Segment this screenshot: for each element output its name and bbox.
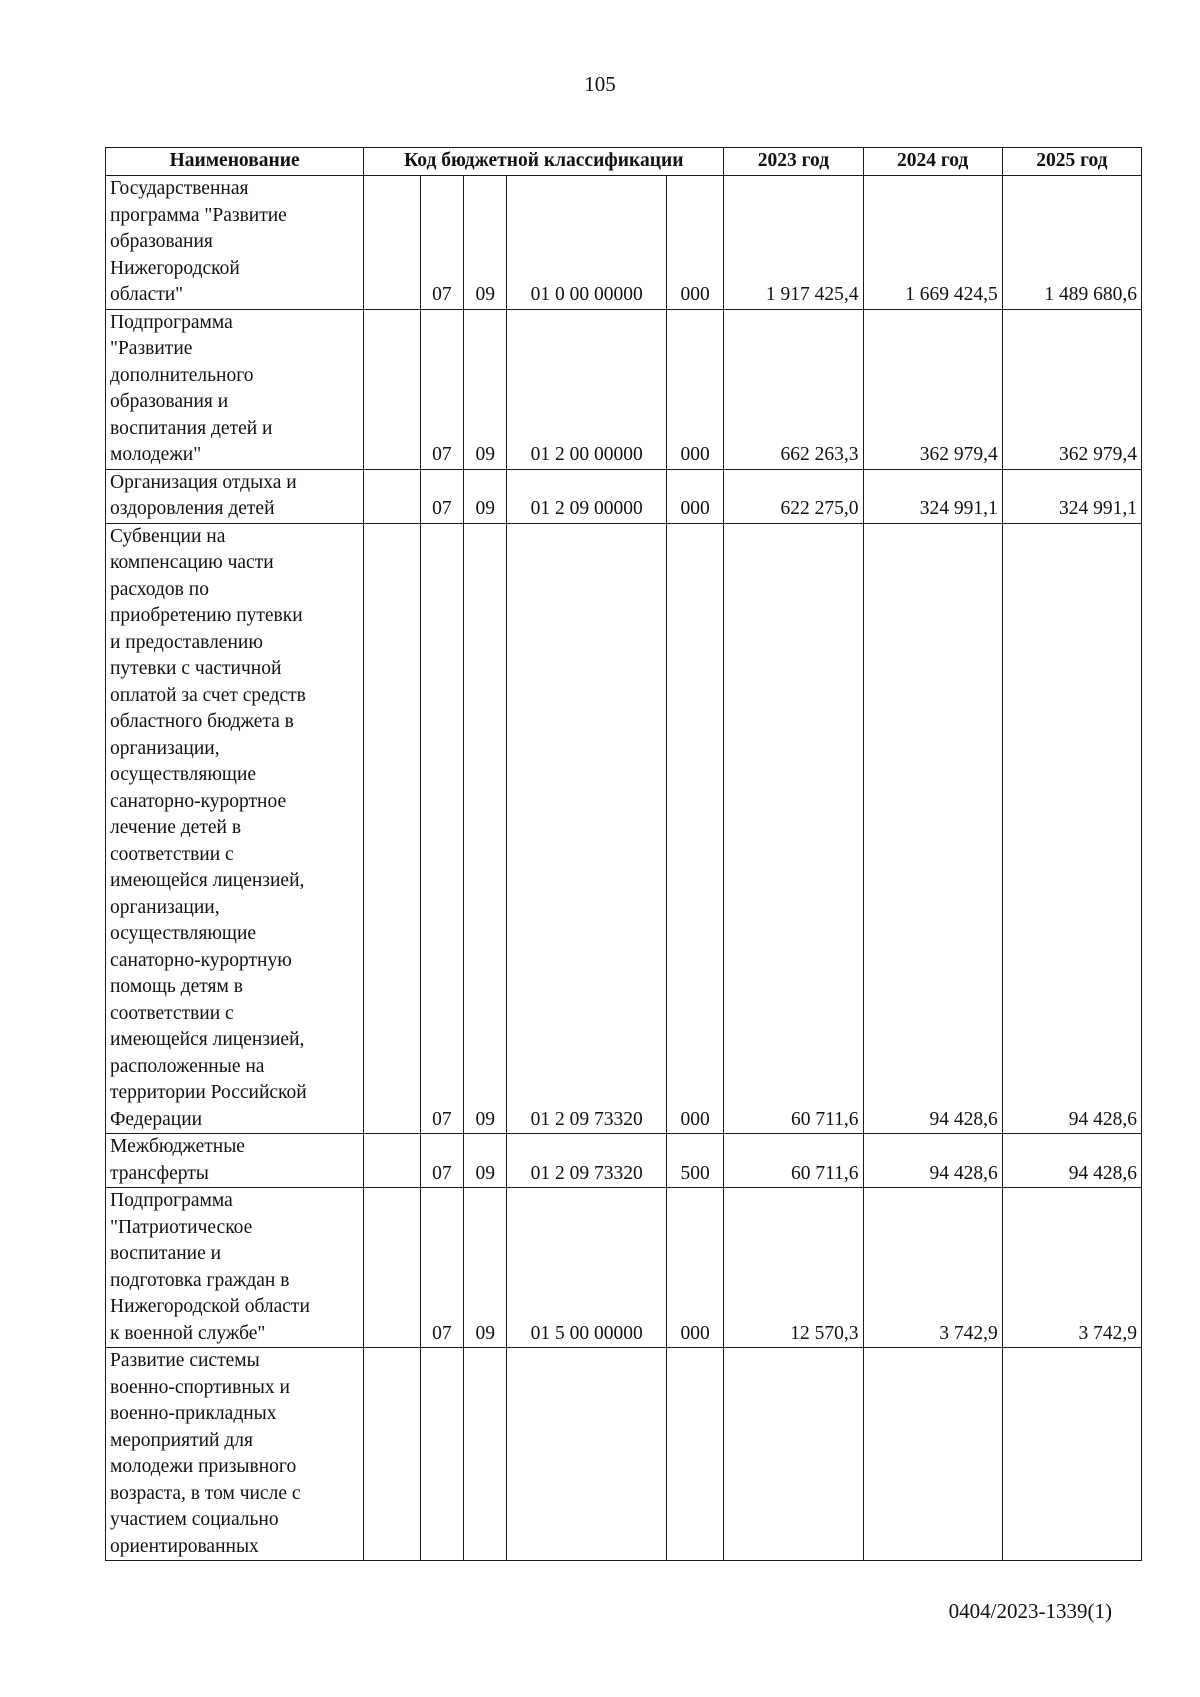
cell-code-expense-type: 000 xyxy=(666,1188,723,1348)
cell-2024: 1 669 424,5 xyxy=(863,176,1002,310)
table-row xyxy=(106,1134,1142,1188)
cell-2025: 94 428,6 xyxy=(1002,523,1141,1134)
name-line: областного бюджета в xyxy=(110,711,294,732)
name-line: санаторно-курортное xyxy=(110,790,287,812)
cell-code-subsection: 09 xyxy=(464,176,507,310)
name-line: Подпрограмма xyxy=(110,311,233,333)
cell-2024: 324 991,1 xyxy=(863,469,1002,523)
cell-2025: 362 979,4 xyxy=(1002,309,1141,469)
cell-code-target: 01 2 09 00000 xyxy=(507,469,666,523)
name-line: организации, xyxy=(110,896,220,918)
name-line: Организация отдыха и xyxy=(110,471,297,493)
cell-code-target: 01 2 00 00000 xyxy=(507,309,666,469)
name-line: расходов по xyxy=(110,578,209,600)
cell-code-section-blank xyxy=(364,309,420,469)
name-line: трансферты xyxy=(110,1162,209,1184)
name-line: "Патриотическое xyxy=(110,1216,253,1238)
cell-2023: 1 917 425,4 xyxy=(724,176,863,310)
table-row xyxy=(106,309,1142,469)
cell-2025: 1 489 680,6 xyxy=(1002,176,1141,310)
cell-2024: 94 428,6 xyxy=(863,523,1002,1134)
cell-name xyxy=(106,176,364,310)
name-line: к военной службе" xyxy=(110,1322,266,1344)
cell-code-subsection: 09 xyxy=(464,1188,507,1348)
cell-2025: 324 991,1 xyxy=(1002,469,1141,523)
cell-code-section: 07 xyxy=(420,523,463,1134)
name-line: молодежи" xyxy=(110,444,202,465)
name-line: лечение детей в xyxy=(110,817,242,838)
table-row xyxy=(106,176,1142,310)
table-row xyxy=(106,1188,1142,1348)
cell-code-section: 07 xyxy=(420,469,463,523)
cell-code-section: 07 xyxy=(420,309,463,469)
cell-code-section-blank xyxy=(364,176,420,310)
cell-code-section-blank xyxy=(364,1348,420,1561)
cell-2025: 94 428,6 xyxy=(1002,1134,1141,1188)
cell-code-section: 07 xyxy=(420,1188,463,1348)
table-header-row xyxy=(106,148,1142,176)
name-line: образования и xyxy=(110,391,229,412)
name-line: расположенные на xyxy=(110,1055,265,1077)
cell-code-target xyxy=(507,1348,666,1561)
name-line: воспитания детей и xyxy=(110,417,273,439)
name-line: осуществляющие xyxy=(110,764,257,785)
name-line: помощь детям в xyxy=(110,976,243,997)
name-line: подготовка граждан в xyxy=(110,1269,290,1291)
name-line: "Развитие xyxy=(110,338,193,359)
name-line: области" xyxy=(110,284,184,305)
name-line: Развитие системы xyxy=(110,1350,260,1371)
name-line: имеющейся лицензией, xyxy=(110,870,305,891)
header-name: Наименование xyxy=(106,148,364,176)
page-number: 105 xyxy=(584,72,616,96)
name-line: участием социально xyxy=(110,1509,279,1530)
name-line: путевки с частичной xyxy=(110,658,282,679)
cell-2025 xyxy=(1002,1348,1141,1561)
cell-2024 xyxy=(863,1348,1002,1561)
cell-code-expense-type: 000 xyxy=(666,523,723,1134)
cell-code-section-blank xyxy=(364,1134,420,1188)
cell-code-expense-type: 500 xyxy=(666,1134,723,1188)
cell-2025: 3 742,9 xyxy=(1002,1188,1141,1348)
cell-2024: 362 979,4 xyxy=(863,309,1002,469)
name-line: Государственная xyxy=(110,178,249,199)
cell-2023: 622 275,0 xyxy=(724,469,863,523)
name-line: имеющейся лицензией, xyxy=(110,1029,305,1050)
cell-code-target: 01 2 09 73320 xyxy=(507,1134,666,1188)
cell-2024: 3 742,9 xyxy=(863,1188,1002,1348)
name-line: территории Российской xyxy=(110,1082,307,1103)
cell-name xyxy=(106,469,364,523)
cell-name xyxy=(106,1348,364,1561)
name-line: санаторно-курортную xyxy=(110,949,292,971)
cell-name xyxy=(106,523,364,1134)
header-2023: 2023 год xyxy=(724,148,863,176)
cell-2023: 662 263,3 xyxy=(724,309,863,469)
cell-name xyxy=(106,1134,364,1188)
header-code: Код бюджетной классификации xyxy=(364,148,724,176)
cell-code-subsection: 09 xyxy=(464,523,507,1134)
name-line: оплатой за счет средств xyxy=(110,684,306,706)
cell-2023 xyxy=(724,1348,863,1561)
cell-2023: 60 711,6 xyxy=(724,1134,863,1188)
table-row xyxy=(106,523,1142,1134)
cell-name xyxy=(106,309,364,469)
name-line: Подпрограмма xyxy=(110,1190,233,1211)
cell-code-section-blank xyxy=(364,523,420,1134)
name-line: Федерации xyxy=(110,1108,203,1130)
name-line: осуществляющие xyxy=(110,923,257,944)
name-line: и предоставлению xyxy=(110,631,263,653)
cell-2023: 60 711,6 xyxy=(724,523,863,1134)
cell-code-subsection xyxy=(464,1348,507,1561)
name-line: возраста, в том числе с xyxy=(110,1482,301,1504)
name-line: Субвенции на xyxy=(110,525,226,547)
name-line: компенсацию части xyxy=(110,552,274,573)
cell-name xyxy=(106,1188,364,1348)
header-2025: 2025 год xyxy=(1002,148,1141,176)
cell-2024: 94 428,6 xyxy=(863,1134,1002,1188)
cell-code-section-blank xyxy=(364,1188,420,1348)
cell-code-expense-type: 000 xyxy=(666,469,723,523)
name-line: соответствии с xyxy=(110,1002,234,1024)
cell-2023: 12 570,3 xyxy=(724,1188,863,1348)
cell-code-subsection: 09 xyxy=(464,1134,507,1188)
name-line: приобретению путевки xyxy=(110,605,303,626)
name-line: программа "Развитие xyxy=(110,204,287,226)
name-line: военно-спортивных и xyxy=(110,1376,290,1398)
name-line: мероприятий для xyxy=(110,1429,253,1451)
name-line: Нижегородской области xyxy=(110,1296,310,1317)
name-line: ориентированных xyxy=(110,1535,259,1557)
cell-code-expense-type: 000 xyxy=(666,176,723,310)
budget-table xyxy=(105,147,1142,1561)
name-line: дополнительного xyxy=(110,364,254,386)
name-line: молодежи призывного xyxy=(110,1456,297,1477)
cell-code-target: 01 2 09 73320 xyxy=(507,523,666,1134)
cell-code-expense-type: 000 xyxy=(666,309,723,469)
document-code: 0404/2023-1339(1) xyxy=(948,1599,1112,1623)
name-line: Межбюджетные xyxy=(110,1136,245,1157)
cell-code-expense-type xyxy=(666,1348,723,1561)
name-line: военно-прикладных xyxy=(110,1403,277,1424)
name-line: соответствии с xyxy=(110,843,234,865)
cell-code-subsection: 09 xyxy=(464,469,507,523)
cell-code-target: 01 5 00 00000 xyxy=(507,1188,666,1348)
cell-code-target: 01 0 00 00000 xyxy=(507,176,666,310)
name-line: организации, xyxy=(110,737,220,759)
cell-code-subsection: 09 xyxy=(464,309,507,469)
cell-code-section xyxy=(420,1348,463,1561)
name-line: образования xyxy=(110,231,213,252)
table-row xyxy=(106,469,1142,523)
cell-code-section: 07 xyxy=(420,1134,463,1188)
table-row xyxy=(106,1348,1142,1561)
name-line: воспитание и xyxy=(110,1243,222,1264)
cell-code-section: 07 xyxy=(420,176,463,310)
cell-code-section-blank xyxy=(364,469,420,523)
name-line: Нижегородской xyxy=(110,257,240,279)
header-2024: 2024 год xyxy=(863,148,1002,176)
name-line: оздоровления детей xyxy=(110,498,275,519)
